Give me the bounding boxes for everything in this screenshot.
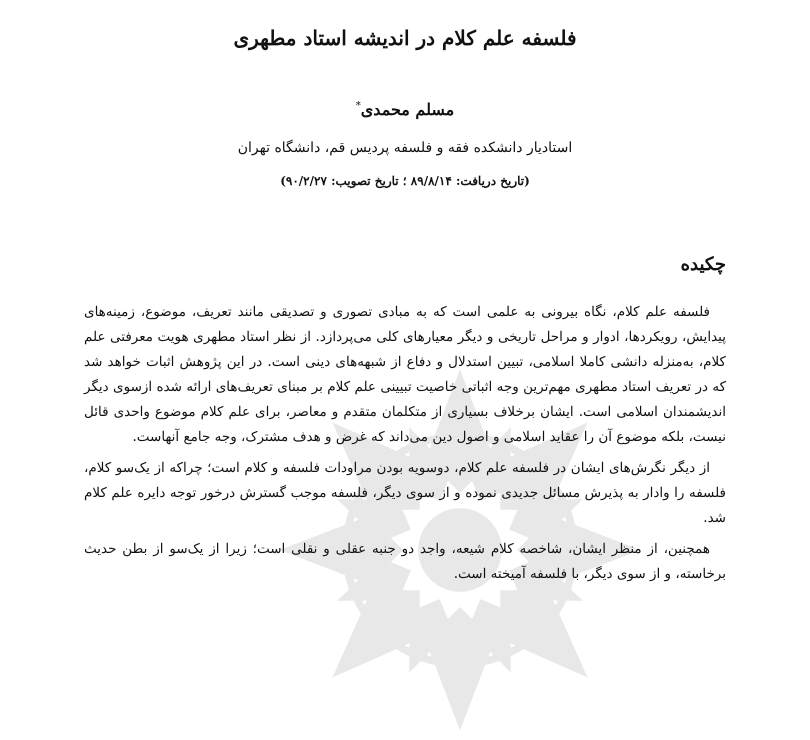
author-footnote-mark: * [355, 100, 361, 112]
abstract-paragraph: همچنین، از منظر ایشان، شاخصه کلام شیعه، واجد دو جنبه عقلی و نقلی است؛ زیرا از یک‌سو از بطن حدیث برخاسته، و از سوی دیگر، با فلسفه آمیخته است. [84, 541, 726, 582]
author-line [0, 100, 810, 119]
author-name: مسلم محمدی [360, 100, 455, 119]
author-affiliation: استادیار دانشکده فقه و فلسفه پردیس قم، دانشگاه تهران [237, 140, 573, 156]
received-approved-dates: (تاریخ دریافت: ۸۹/۸/۱۴ ؛ تاریخ تصویب: ۹۰/۲/۲۷) [280, 174, 530, 188]
paper-title: فلسفه علم کلام در اندیشه استاد مطهری [233, 26, 577, 50]
abstract-paragraph: از دیگر نگرش‌های ایشان در فلسفه علم کلام، دوسویه بودن مراودات فلسفه و کلام است؛ چراکه از یک‌سو کلام، فلسفه را وادار به پذیرش مسائل جدیدی نموده و از سوی دیگر، فلسفه موجب گسترش درخور توجه دایره علم کلام شد. [84, 460, 726, 526]
abstract-heading: چکیده [680, 254, 726, 275]
abstract-body [84, 300, 726, 593]
abstract-paragraph: فلسفه علم کلام، نگاه بیرونی به علمی است که به مبادی تصوری و تصدیقی مانند تعریف، موضوع، زمینه‌های پیدایش، رویکردها، ادوار و مراحل تاریخی و دیگر معیارهای کلی می‌پردازد. از نظر استاد مطهری هویت معرفتی علم کلام، به‌منزله دانشی کاملا اسلامی، تبیین استدلال و دفاع از شبهه‌های دینی است. در این پژوهش اثبات خواهد شد که در تعریف استاد مطهری مهم‌ترین وجه اثباتی خاصیت تبیینی علم کلام بر مبنای تعریف‌های ارائه شده ازسوی دیگر اندیشمندان اسلامی است. ایشان برخلاف بسیاری از متکلمان متقدم و معاصر، برای علم کلام موضوع واحدی قائل نیست، بلکه موضوع آن را عقاید اسلامی و اصول دین می‌داند که غرض و هدف مشترک، وجه جامع آنهاست. [84, 304, 726, 445]
